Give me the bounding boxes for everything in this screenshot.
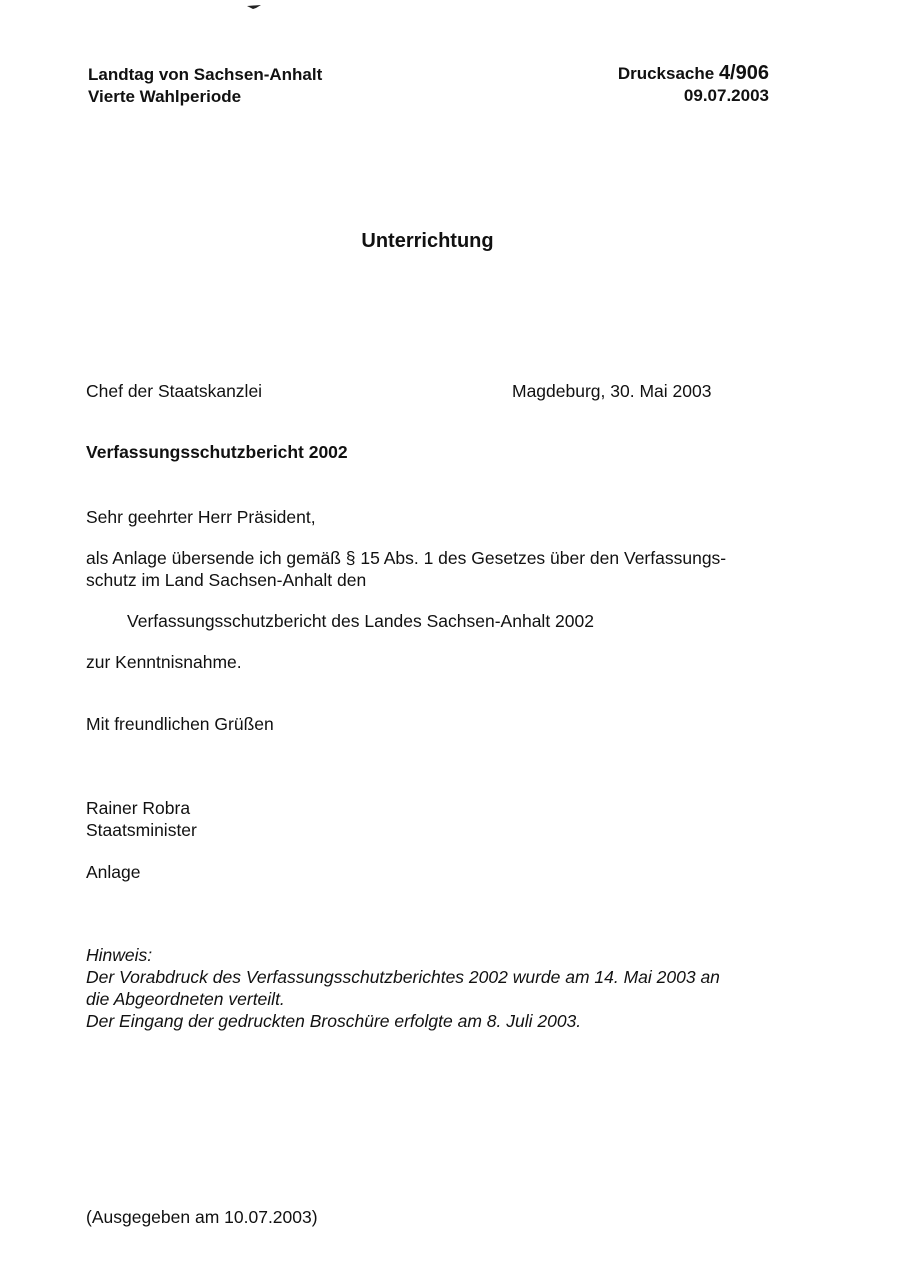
- closing-greeting: Mit freundlichen Grüßen: [86, 714, 274, 734]
- header-organization: [88, 64, 322, 108]
- place-date: Magdeburg, 30. Mai 2003: [512, 381, 712, 401]
- body-line-3: zur Kenntnisnahme.: [86, 652, 242, 672]
- legislative-period: Vierte Wahlperiode: [88, 87, 242, 106]
- signer-name: Rainer Robra: [86, 798, 191, 818]
- note-block: [86, 944, 720, 1032]
- subject-line: Verfassungsschutzbericht 2002: [86, 442, 348, 462]
- parliament-name: Landtag von Sachsen-Anhalt: [88, 65, 323, 84]
- body-line-2: schutz im Land Sachsen-Anhalt den: [86, 570, 367, 590]
- body-line-1: als Anlage übersende ich gemäß § 15 Abs. 1 des Gesetzes über den Verfassungs-: [86, 548, 727, 568]
- document-date: 09.07.2003: [683, 86, 769, 105]
- signer-title: Staatsminister: [86, 820, 197, 840]
- sender: Chef der Staatskanzlei: [86, 381, 263, 401]
- body-paragraph: [86, 547, 726, 591]
- note-line-1: Der Vorabdruck des Verfassungsschutzberichtes 2002 wurde am 14. Mai 2003 an: [86, 967, 720, 987]
- page-title: Unterrichtung: [361, 230, 494, 252]
- attachment-label: Anlage: [86, 862, 141, 882]
- document-number-line: [618, 62, 769, 85]
- signature-block: [86, 797, 197, 841]
- note-line-2: die Abgeordneten verteilt.: [86, 989, 285, 1009]
- document-number: 4/906: [718, 62, 769, 84]
- header-document-info: [618, 62, 769, 107]
- salutation: Sehr geehrter Herr Präsident,: [86, 507, 316, 527]
- report-title-indented: Verfassungsschutzbericht des Landes Sachsen-Anhalt 2002: [127, 611, 594, 631]
- scan-mark-icon: [247, 4, 261, 10]
- issued-date: (Ausgegeben am 10.07.2003): [86, 1207, 318, 1227]
- note-label: Hinweis:: [86, 945, 153, 965]
- document-label: Drucksache: [617, 64, 715, 83]
- note-line-3: Der Eingang der gedruckten Broschüre erfolgte am 8. Juli 2003.: [86, 1011, 582, 1031]
